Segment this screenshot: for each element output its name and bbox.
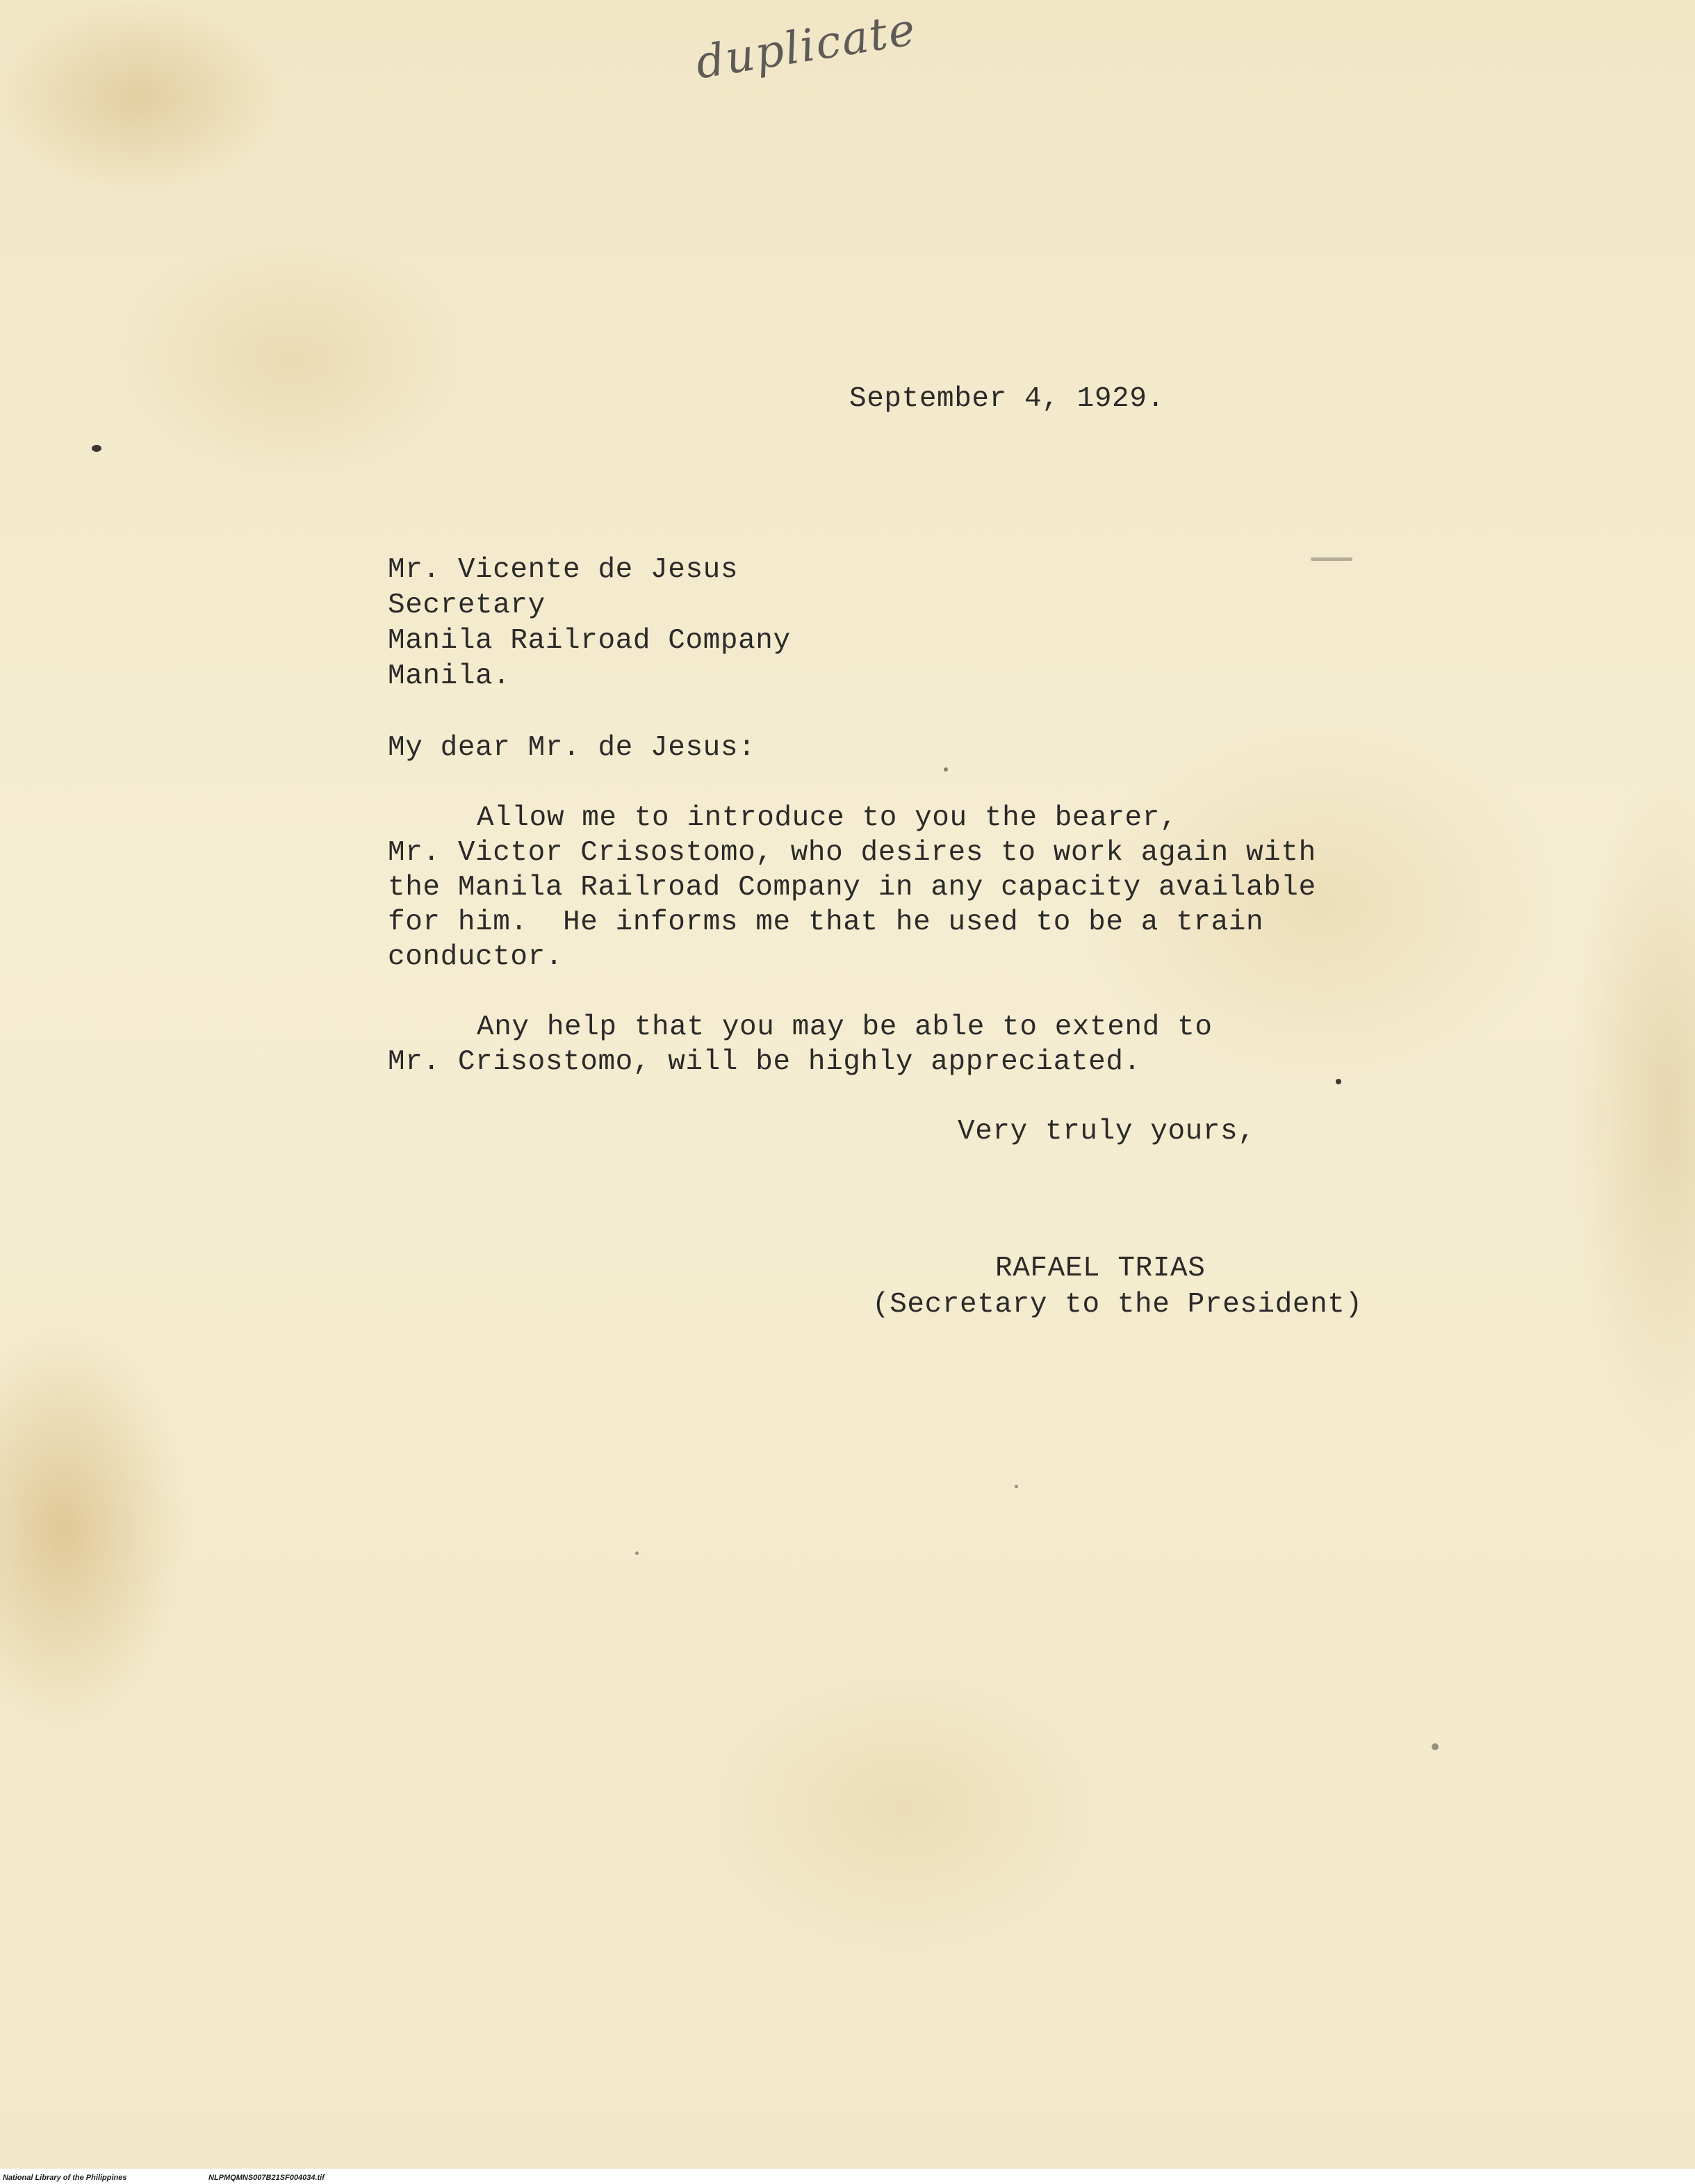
recipient-title: Secretary	[388, 589, 546, 621]
recipient-city: Manila.	[388, 660, 511, 692]
paragraph1-line: for him. He informs me that he used to be a train	[388, 906, 1264, 938]
recipient-name: Mr. Vicente de Jesus	[388, 554, 739, 586]
letter-date: September 4, 1929.	[849, 383, 1165, 415]
signatory-name: RAFAEL TRIAS	[995, 1253, 1206, 1285]
salutation: My dear Mr. de Jesus:	[388, 732, 756, 764]
handwritten-duplicate-note: duplicate	[692, 3, 920, 90]
recipient-organization: Manila Railroad Company	[388, 625, 791, 657]
paragraph1-line: Allow me to introduce to you the bearer,	[477, 802, 1178, 834]
paper-speck	[944, 767, 948, 772]
paper-speck	[92, 445, 101, 452]
paper-speck	[1336, 1079, 1341, 1084]
paragraph2-line: Any help that you may be able to extend to	[477, 1011, 1213, 1043]
footer-file-id: NLPMQMNS007B21SF004034.tif	[208, 2174, 325, 2182]
closing: Very truly yours,	[958, 1116, 1256, 1148]
paper-speck	[1311, 557, 1352, 561]
paragraph2-line: Mr. Crisostomo, will be highly appreciated.	[388, 1046, 1141, 1078]
paper-speck	[635, 1551, 639, 1555]
signatory-title: (Secretary to the President)	[872, 1289, 1363, 1321]
paragraph1-line: the Manila Railroad Company in any capacity available	[388, 872, 1316, 904]
footer-library: National Library of the Philippines	[3, 2174, 127, 2182]
paper-speck	[1432, 1743, 1439, 1750]
paper-speck	[1015, 1485, 1018, 1488]
paragraph1-line: Mr. Victor Crisostomo, who desires to work again with	[388, 837, 1316, 869]
paragraph1-line: conductor.	[388, 941, 564, 973]
